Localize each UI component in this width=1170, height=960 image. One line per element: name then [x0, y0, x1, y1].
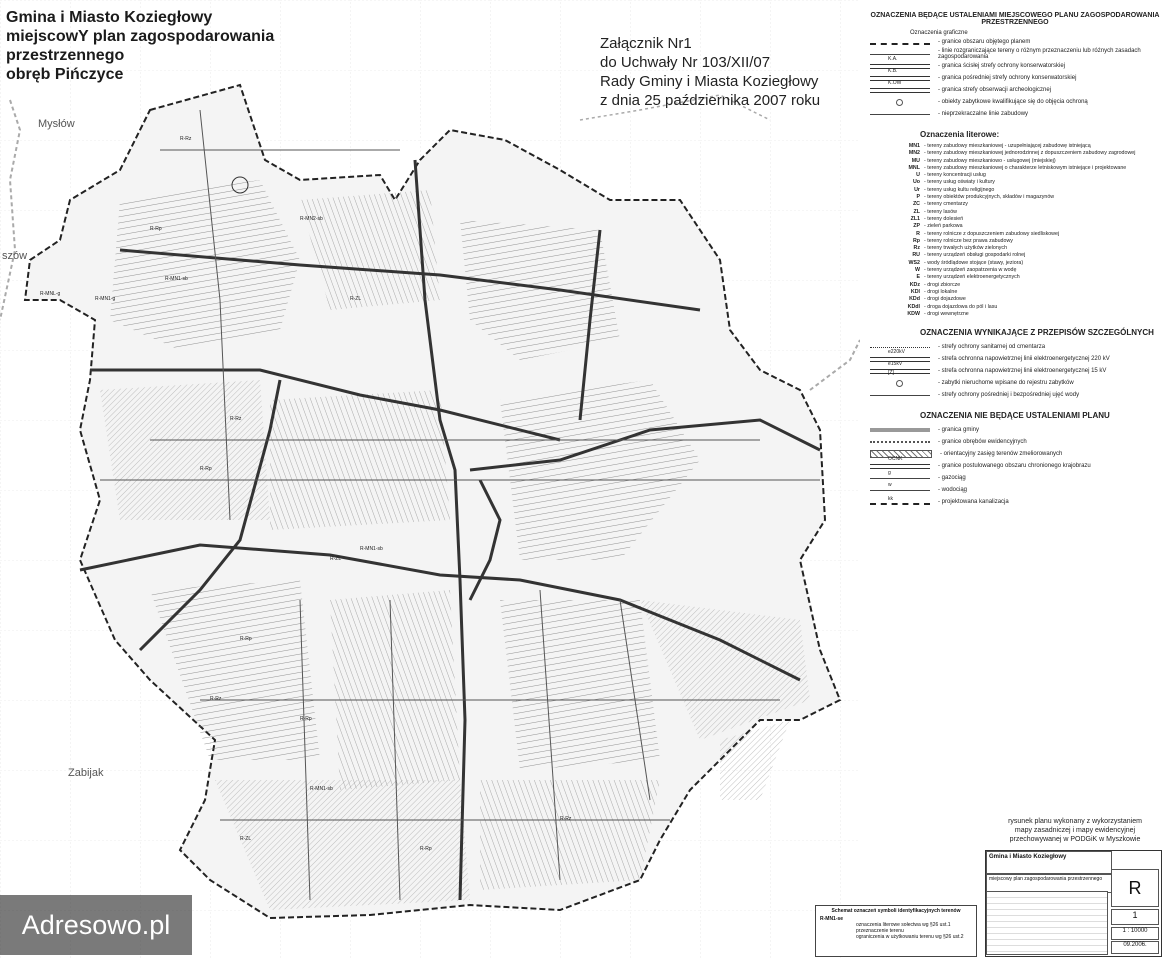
- legend-symbol: [870, 469, 930, 479]
- legend-literal-row: [870, 311, 1160, 318]
- annex-line: Rady Gminy i Miasta Koziegłowy: [600, 73, 819, 90]
- legend-literal-row: [870, 165, 1160, 172]
- annex-line: z dnia 25 października 2007 roku: [600, 92, 821, 109]
- schema-title: Schemat oznaczeń symboli identyfikacyjnych terenów: [831, 908, 961, 914]
- legend-code: Ur: [914, 186, 920, 193]
- legend-literal-row: [870, 296, 1160, 303]
- legend-symbol: [870, 43, 930, 45]
- legend-literal-row: [870, 238, 1160, 245]
- zone-label: R-MN1-sb: [310, 786, 333, 792]
- legend-literal-row: [870, 289, 1160, 296]
- legend-literal-row: [870, 223, 1160, 230]
- plan-date: 09.2006.: [1111, 941, 1159, 954]
- legend-label: - wody śródlądowe stojące (stawy, jeziora): [924, 259, 1024, 266]
- zone-label: R-MNL-g: [40, 291, 61, 297]
- legend-label: - strefy ochrony pośredniej i bezpośredniej ujęć wody: [938, 392, 1080, 399]
- legend-code: KDz: [909, 281, 920, 288]
- legend-label: - granica ścisłej strefy ochrony konserwatorskiej: [938, 63, 1066, 69]
- zone-label: R-ZL: [350, 296, 362, 302]
- title-block: [985, 850, 1162, 957]
- legend-symbol-tag: g: [888, 469, 891, 476]
- legend-literal-row: [870, 267, 1160, 274]
- legend-code: MNL: [908, 164, 920, 171]
- legend-literal-row: [870, 231, 1160, 238]
- legend-label: - tereny cmentarzy: [924, 201, 968, 208]
- legend-label: - strefa ochronna napowietrznej linii elektroenergetycznej 220 kV: [938, 356, 1110, 363]
- symbol-schema: [815, 905, 977, 957]
- legend-code: R: [916, 230, 920, 237]
- legend-label: - orientacyjny zasięg terenów zmeliorowanych: [940, 451, 1063, 458]
- legend-code: KDl: [910, 288, 920, 295]
- legend-non-list: [870, 424, 1160, 508]
- legend-symbol: [870, 428, 930, 432]
- legend-symbol: [870, 98, 930, 106]
- legend-label: - tereny usług oświaty i kultury: [924, 179, 995, 186]
- legend-code: E: [916, 274, 920, 281]
- legend-literal-row: [870, 194, 1160, 201]
- legend-symbol-tag: K.B.: [888, 67, 898, 74]
- legend-symbol: [870, 496, 930, 505]
- legend-code: ZL1: [910, 215, 920, 222]
- schema-line: przeznaczenie terenu: [856, 928, 904, 934]
- legend-special-list: [870, 341, 1160, 401]
- legend-label: - tereny usług kultu religijnego: [924, 186, 995, 193]
- zone-label: R-MN2-sb: [300, 216, 323, 222]
- legend-symbol-tag: kk: [888, 496, 893, 503]
- legend-row: [870, 55, 1160, 72]
- legend-row: [870, 424, 1160, 436]
- zone-label: R-Rz: [210, 696, 222, 702]
- legend-code: Rz: [913, 245, 920, 252]
- title-block-header: Gmina i Miasto Koziegłowy: [986, 851, 1112, 875]
- title-line: obręb Pińczyce: [6, 66, 124, 83]
- legend-literal-row: [870, 209, 1160, 216]
- legend-literal-row: [870, 260, 1160, 267]
- title-block-subtitle: miejscowy plan zagospodarowania przestrzennego: [986, 873, 1112, 893]
- legend-code: ZP: [913, 223, 920, 230]
- legend-label: - tereny urządzeń elektroenergetycznych: [924, 274, 1020, 281]
- legend-header: OZNACZENIA BĘDĄCE USTALENIAMI MIEJSCOWEGO PLANU ZAGOSPODAROWANIA PRZESTRZENNEGO: [870, 12, 1160, 26]
- legend-symbol-tag: w: [888, 481, 892, 488]
- legend-literal-row: [870, 158, 1160, 165]
- legend-literal-row: [870, 143, 1160, 150]
- annex-line: do Uchwały Nr 103/XII/07: [600, 54, 771, 71]
- legend-label: - obiekty zabytkowe kwalifikujące się do objęcia ochroną: [938, 99, 1088, 105]
- legend-symbol: [870, 114, 930, 115]
- legend-label: - zieleń parkowa: [924, 223, 963, 230]
- zone-label: R-ZL: [240, 836, 252, 842]
- annex-header: [600, 34, 820, 110]
- legend-label: - projektowana kanalizacja: [938, 499, 1009, 506]
- legend-code: U: [916, 172, 920, 179]
- legend-label: - zabytki nieruchome wpisane do rejestru zabytków: [938, 380, 1074, 387]
- legend-row: [870, 67, 1160, 84]
- zone-label: R-Rp: [240, 636, 252, 642]
- legend-code: KDdl: [907, 303, 920, 310]
- legend-label: - granica pośredniej strefy ochrony konserwatorskiej: [938, 75, 1077, 81]
- legend-symbol-tag: K.A.: [888, 55, 898, 62]
- legend-symbol: [870, 55, 930, 69]
- legend-label: - droga dojazdowa do pól i lasu: [924, 303, 998, 310]
- legend-label: - strefy ochrony sanitarnej od cmentarza: [938, 344, 1046, 351]
- legend-code: RU: [912, 252, 920, 259]
- legend-label: - linie rozgraniczające tereny o różnym przeznaczeniu lub różnych zasadach zagospodarowania: [938, 48, 1141, 60]
- legend-row: [870, 108, 1160, 120]
- legend-label: - tereny trwałych użytków zielonych: [924, 245, 1008, 252]
- legend-symbol: [870, 54, 930, 55]
- legend-label: - tereny koncentracji usług: [924, 172, 986, 179]
- legend-label: - gazociąg: [938, 475, 966, 482]
- legend-symbol: [870, 79, 930, 93]
- legend-symbol-tag: e220kV: [888, 348, 905, 355]
- legend-code: WS2: [908, 259, 920, 266]
- legend-label: - wodociąg: [938, 487, 968, 494]
- legend-label: - tereny rolnicze z dopuszczeniem zabudowy siedliskowej: [924, 230, 1060, 237]
- legend-code: MN2: [908, 150, 920, 157]
- legend-label: - tereny rolnicze bez prawa zabudowy: [924, 237, 1013, 244]
- legend-row: [870, 469, 1160, 484]
- zone-label: R-MN1-sb: [165, 276, 188, 282]
- legend-code: Uo: [912, 179, 920, 186]
- legend-symbol: [870, 370, 930, 387]
- zone-label: R-Rp: [150, 226, 162, 232]
- legend-symbol: [870, 360, 930, 377]
- place-label-zabijak: Zabijak: [68, 767, 104, 779]
- zone-label: R-Rp: [300, 716, 312, 722]
- legend-label: - granice postulowanego obszaru chronionego krajobrazu: [938, 463, 1091, 470]
- legend-literal-row: [870, 172, 1160, 179]
- zone-label: R-Rz: [180, 136, 192, 142]
- legend-label: - drogi lokalne: [924, 288, 958, 295]
- schema-line: oznaczenia literowe sołectwa wg §26 ust.1: [856, 922, 951, 928]
- legend-code: ZC: [912, 201, 920, 208]
- legend-label: - drogi dojazdowe: [924, 296, 966, 303]
- legend-row: [870, 360, 1160, 377]
- legend-label: - tereny dolesień: [924, 215, 964, 222]
- map-legend: [870, 12, 1160, 508]
- title-line: Gmina i Miasto Koziegłowy: [6, 9, 213, 26]
- legend-label: - tereny zabudowy mieszkaniowej jednorodzinnej z dopuszczeniem zabudowy zagrodowej: [924, 150, 1136, 157]
- sheet-number: 1: [1111, 909, 1159, 925]
- watermark-logo[interactable]: Adresowo.pl: [0, 895, 192, 955]
- legend-row: [870, 48, 1160, 60]
- legend-row: [870, 348, 1160, 365]
- legend-literal-row: [870, 252, 1160, 259]
- zone-label: R-Rz: [230, 416, 242, 422]
- legend-row: [870, 389, 1160, 401]
- legend-label: - drogi zbiorcze: [924, 281, 961, 288]
- legend-literal-row: [870, 187, 1160, 194]
- legend-symbol: [870, 347, 930, 348]
- legend-label: - granica strefy obserwacji archeologicznej: [938, 87, 1052, 93]
- legend-graphic-list: [870, 36, 1160, 120]
- legend-row: [870, 436, 1160, 448]
- title-line: miejscowY plan zagospodarowania: [6, 28, 275, 45]
- legend-literal-row: [870, 282, 1160, 289]
- legend-symbol: [870, 441, 930, 443]
- legend-row: [870, 96, 1160, 108]
- signature-table: [986, 891, 1108, 955]
- legend-row: [870, 455, 1160, 472]
- legend-row: [870, 481, 1160, 496]
- zone-label: R-MN1-g: [95, 296, 116, 302]
- legend-literal-row: [870, 150, 1160, 157]
- legend-symbol-tag: e15kV: [888, 360, 903, 367]
- zone-label: R-Rp: [420, 846, 432, 852]
- legend-graphic-title: Oznaczenia graficzne: [910, 30, 968, 36]
- legend-literal-row: [870, 201, 1160, 208]
- legend-literal-row: [870, 179, 1160, 186]
- legend-label: - granica gminy: [938, 427, 980, 434]
- legend-symbol: [870, 455, 930, 469]
- legend-symbol-tag: OCNK: [888, 455, 903, 462]
- legend-code: KDW: [907, 310, 920, 317]
- schema-code: R-MN1-se: [820, 916, 844, 922]
- legend-symbol: [870, 481, 930, 491]
- legend-code: ZL: [913, 208, 920, 215]
- legend-symbol-tag: [Z]: [888, 370, 894, 377]
- legend-literal-title: Oznaczenia literowe:: [920, 130, 1000, 139]
- legend-literal-row: [870, 274, 1160, 281]
- title-line: przestrzennego: [6, 47, 125, 64]
- zone-label: R-MN1-sb: [360, 546, 383, 552]
- note-line: rysunek planu wykonany z wykorzystaniem: [1008, 818, 1142, 825]
- legend-row: [870, 36, 1160, 48]
- place-label-szow: szów: [2, 250, 28, 262]
- legend-label: - tereny obiektów produkcyjnych, składów i magazynów: [924, 194, 1055, 201]
- legend-label: - tereny zabudowy mieszkaniowej o charakterze letniskowym istniejące i projektowane: [924, 164, 1127, 171]
- legend-code: MN1: [908, 143, 920, 149]
- legend-label: - tereny lasów: [924, 208, 957, 215]
- legend-special-title: OZNACZENIA WYNIKAJĄCE Z PRZEPISÓW SZCZEGÓLNYCH: [920, 328, 1154, 338]
- legend-code: W: [915, 267, 920, 274]
- legend-label: - tereny urządzeń zaopatrzenia w wodę: [924, 267, 1017, 274]
- legend-literal-row: [870, 245, 1160, 252]
- annex-line: Załącznik Nr1: [600, 35, 692, 52]
- legend-literal-list: [870, 143, 1160, 318]
- legend-code: P: [916, 194, 920, 201]
- legend-label: - strefa ochronna napowietrznej linii elektroenergetycznej 15 kV: [938, 368, 1107, 375]
- legend-code: KDd: [909, 296, 920, 303]
- legend-literal-row: [870, 216, 1160, 223]
- map-scale: 1 : 10000: [1111, 927, 1159, 940]
- legend-row: [870, 79, 1160, 96]
- schema-line: ograniczenia w użytkowaniu terenu wg §26 ust.2: [856, 934, 964, 940]
- legend-row: [870, 496, 1160, 508]
- legend-label: - granice obrębów ewidencyjnych: [938, 439, 1027, 446]
- legend-label: - tereny urządzeń obsługi gospodarki rolnej: [924, 252, 1026, 259]
- legend-symbol-tag: K.OW: [888, 79, 902, 86]
- note-line: przechowywanej w PODGiK w Myszkowie: [1009, 836, 1141, 843]
- legend-code: Rp: [912, 237, 920, 244]
- legend-code: MU: [911, 157, 920, 164]
- zone-label: R-Rp: [200, 466, 212, 472]
- map-title: [6, 8, 274, 84]
- legend-label: - nieprzekraczalne linie zabudowy: [938, 111, 1029, 117]
- legend-non-title: OZNACZENIA NIE BĘDĄCE USTALENIAMI PLANU: [920, 411, 1110, 421]
- zone-label: R-Rz: [560, 816, 572, 822]
- legend-row: [870, 448, 1160, 460]
- legend-label: - tereny zabudowy mieszkaniowo - usługowej (miejskiej): [924, 157, 1056, 164]
- note-line: mapy zasadniczej i mapy ewidencyjnej: [1014, 827, 1136, 834]
- legend-literal-row: [870, 304, 1160, 311]
- legend-row: [870, 341, 1160, 353]
- sheet-letter: R: [1111, 869, 1159, 907]
- legend-label: - tereny zabudowy mieszkaniowej - uzupełniającej zabudowę istniejącą: [924, 143, 1091, 149]
- legend-label: - drogi wewnętrzne: [924, 310, 969, 317]
- source-note: [1000, 817, 1150, 844]
- legend-label: - granice obszaru objętego planem: [938, 39, 1031, 45]
- legend-symbol: [870, 395, 930, 396]
- place-label-myslow: Mysłów: [38, 118, 75, 130]
- zone-label: R-ZL: [330, 556, 342, 562]
